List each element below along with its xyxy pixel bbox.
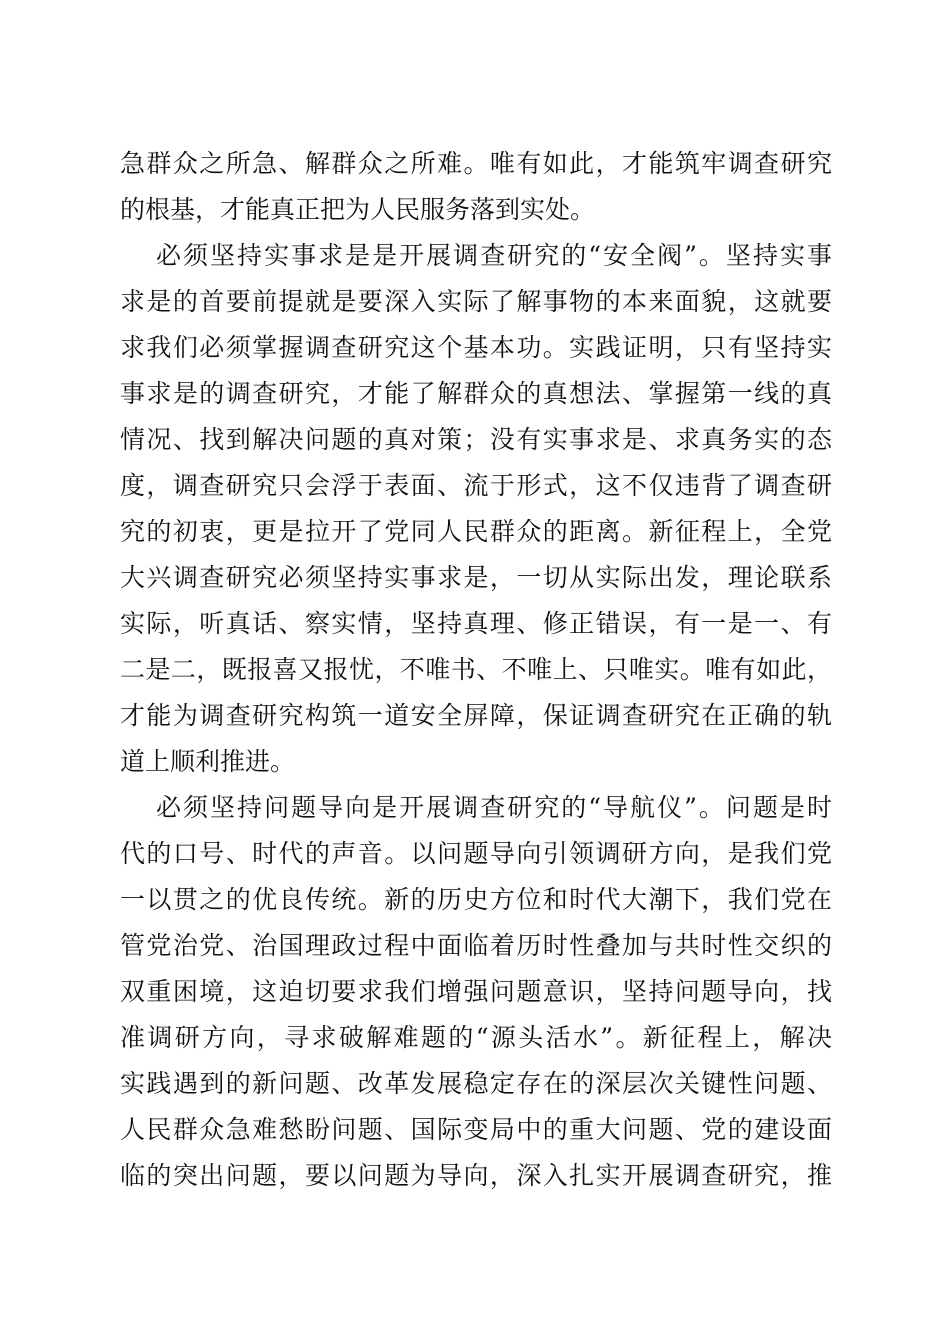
text-line: 人民群众急难愁盼问题、国际变局中的重大问题、党的建设面 [120, 1115, 832, 1144]
paragraph-first-line: 必须坚持实事求是是开展调查研究的“安全阀”。坚持实事 [156, 241, 832, 270]
text-line: 求我们必须掌握调查研究这个基本功。实践证明，只有坚持实 [120, 333, 832, 362]
text-line: 一以贯之的优良传统。新的历史方位和时代大潮下，我们党在 [120, 885, 832, 914]
paragraph-first-line: 必须坚持问题导向是开展调查研究的“导航仪”。问题是时 [156, 793, 832, 822]
text-line: 实践遇到的新问题、改革发展稳定存在的深层次关键性问题、 [120, 1069, 832, 1098]
text-line: 的根基，才能真正把为人民服务落到实处。 [120, 195, 596, 224]
text-line: 二是二，既报喜又报忧，不唯书、不唯上、只唯实。唯有如此， [120, 655, 832, 684]
text-line: 临的突出问题，要以问题为导向，深入扎实开展调查研究，推 [120, 1161, 832, 1190]
text-line: 事求是的调查研究，才能了解群众的真想法、掌握第一线的真 [120, 379, 832, 408]
text-line: 急群众之所急、解群众之所难。唯有如此，才能筑牢调查研究 [120, 149, 832, 178]
text-line: 准调研方向，寻求破解难题的“源头活水”。新征程上，解决 [120, 1023, 832, 1052]
text-line: 度，调查研究只会浮于表面、流于形式，这不仅违背了调查研 [120, 471, 832, 500]
text-line: 代的口号、时代的声音。以问题导向引领调研方向，是我们党 [120, 839, 832, 868]
text-line: 究的初衷，更是拉开了党同人民群众的距离。新征程上，全党 [120, 517, 832, 546]
text-line: 才能为调查研究构筑一道安全屏障，保证调查研究在正确的轨 [120, 701, 832, 730]
text-line: 实际，听真话、察实情，坚持真理、修正错误，有一是一、有 [120, 609, 832, 638]
text-line: 大兴调查研究必须坚持实事求是，一切从实际出发，理论联系 [120, 563, 832, 592]
text-line: 道上顺利推进。 [120, 747, 296, 776]
text-line: 求是的首要前提就是要深入实际了解事物的本来面貌，这就要 [120, 287, 832, 316]
text-line: 双重困境，这迫切要求我们增强问题意识，坚持问题导向，找 [120, 977, 832, 1006]
text-line: 情况、找到解决问题的真对策；没有实事求是、求真务实的态 [120, 425, 832, 454]
text-line: 管党治党、治国理政过程中面临着历时性叠加与共时性交织的 [120, 931, 832, 960]
